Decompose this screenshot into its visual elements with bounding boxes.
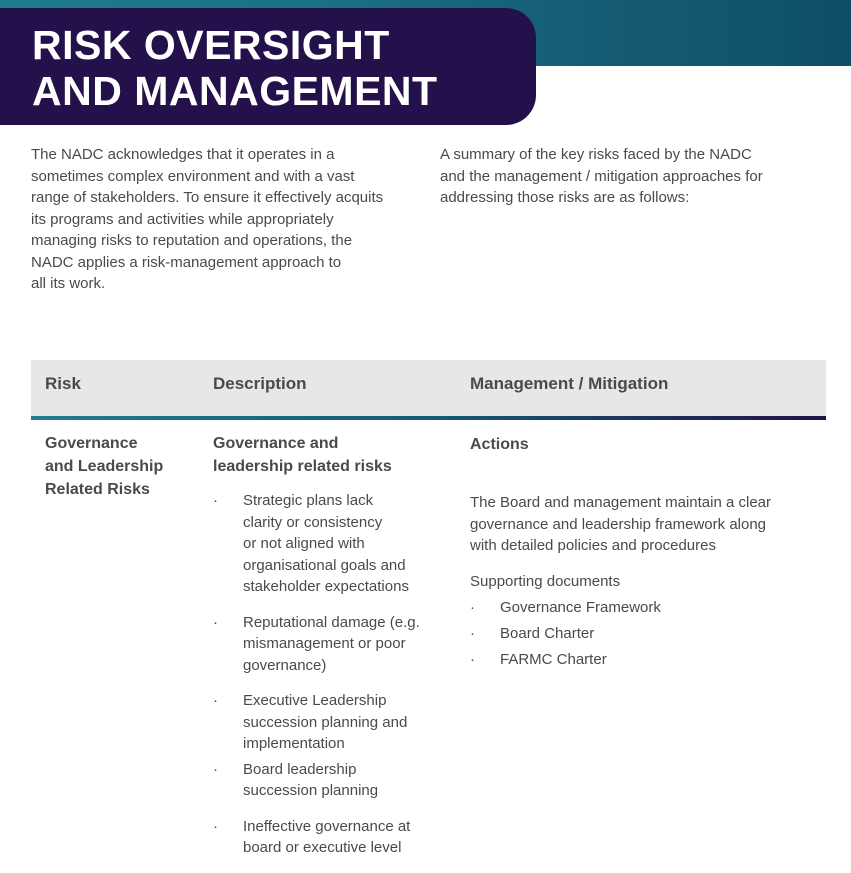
description-item: Executive Leadership succession planning and implementation [243, 692, 408, 752]
bullet-icon: · [470, 651, 475, 668]
intro-paragraph-right: A summary of the key risks faced by the NADC and the management / mitigation approaches for addressing those risks are as follows: [440, 146, 763, 206]
bullet-icon: · [213, 613, 218, 631]
column-header-description: Description [213, 374, 307, 393]
list-item [213, 490, 443, 598]
description-item: Board leadership succession planning [243, 760, 379, 799]
list-item [470, 623, 800, 645]
description-item: Ineffective governance at board or executive level [243, 817, 411, 856]
supporting-document-item: FARMC Charter [500, 651, 607, 668]
list-item [213, 690, 443, 755]
intro-paragraph-left: The NADC acknowledges that it operates in a sometimes complex environment and with a vast range of stakeholders. To ensure it effectively acquits its programs and activities while appropriately managing risks to reputation and operations, the NADC applies a risk-management approach to all its work. [31, 146, 384, 292]
description-item: Reputational damage (e.g. mismanagement or poor governance) [243, 613, 420, 674]
bullet-icon: · [213, 692, 218, 709]
supporting-documents-list [470, 597, 800, 675]
description-list [213, 490, 443, 873]
list-item [470, 649, 800, 671]
supporting-document-item: Governance Framework [500, 599, 661, 616]
actions-text: The Board and management maintain a clear governance and leadership framework along with detailed policies and procedures [470, 494, 772, 554]
bullet-icon: · [470, 599, 475, 616]
column-header-management: Management / Mitigation [470, 374, 669, 393]
table-header [31, 360, 826, 416]
description-item: Strategic plans lack clarity or consistency or not aligned with organisational goals and stakeholder expectations [243, 492, 409, 595]
list-item [213, 612, 443, 677]
description-title: Governance and leadership related risks [213, 435, 392, 475]
bullet-icon: · [470, 625, 475, 642]
page-title: RISK OVERSIGHT AND MANAGEMENT [32, 22, 438, 114]
actions-title: Actions [470, 436, 529, 453]
title-banner [0, 8, 536, 125]
supporting-documents-label: Supporting documents [470, 573, 621, 590]
supporting-document-item: Board Charter [500, 625, 595, 642]
bullet-icon: · [213, 817, 218, 835]
list-item [213, 759, 443, 802]
bullet-icon: · [213, 760, 218, 778]
list-item [213, 816, 443, 859]
bullet-icon: · [213, 492, 218, 509]
risk-cell: Governance and Leadership Related Risks [45, 435, 164, 498]
column-header-risk: Risk [45, 374, 81, 393]
list-item [470, 597, 800, 619]
table-header-rule [31, 416, 826, 420]
